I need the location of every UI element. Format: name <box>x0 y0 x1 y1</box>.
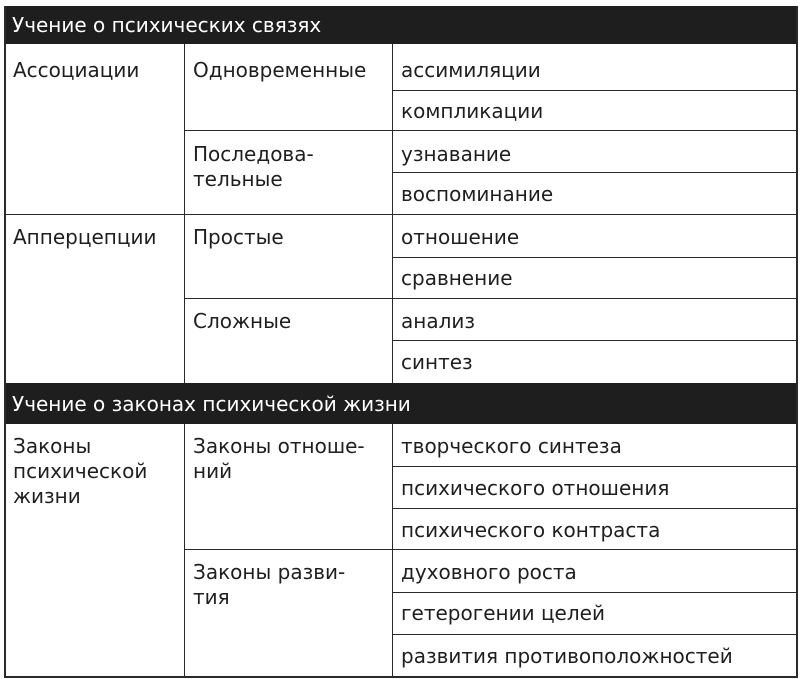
item-cell: воспоминание <box>401 182 554 206</box>
item-cell: компликации <box>401 99 544 123</box>
section-header <box>4 383 798 424</box>
item-cell: узнавание <box>401 142 512 166</box>
subgroup-label: Одновременные <box>193 58 367 82</box>
section-header <box>4 6 798 44</box>
row-divider <box>392 466 796 467</box>
item-cell: ассимиляции <box>401 58 541 82</box>
row-divider <box>184 298 796 299</box>
row-divider <box>392 257 796 258</box>
subgroup-label: Законы отноше- ний <box>193 434 365 483</box>
column-divider <box>184 424 185 678</box>
table-border-right <box>796 6 798 678</box>
group-label: Ассоциации <box>13 58 140 82</box>
section-title: Учение о психических связях <box>12 13 322 37</box>
subgroup-label: Последова- тельные <box>193 142 314 191</box>
section-title: Учение о законах психической жизни <box>12 391 411 416</box>
subgroup-label: Законы разви- тия <box>193 560 346 609</box>
row-divider <box>184 130 796 131</box>
row-divider <box>184 549 796 550</box>
item-cell: психического контраста <box>401 518 661 542</box>
item-cell: творческого синтеза <box>401 434 622 458</box>
item-cell: гетерогении целей <box>401 601 605 625</box>
group-label: Законы психической жизни <box>13 434 148 508</box>
item-cell: психического отношения <box>401 476 670 500</box>
item-cell: анализ <box>401 309 476 333</box>
table-border-left <box>4 6 6 678</box>
row-divider <box>392 508 796 509</box>
column-divider <box>392 424 393 678</box>
subgroup-label: Простые <box>193 225 284 249</box>
subgroup-label: Сложные <box>193 309 292 333</box>
row-divider <box>4 214 796 215</box>
row-divider <box>392 90 796 91</box>
row-divider <box>392 592 796 593</box>
item-cell: развития противоположностей <box>401 644 733 668</box>
item-cell: отношение <box>401 225 520 249</box>
item-cell: сравнение <box>401 266 513 290</box>
item-cell: синтез <box>401 350 473 374</box>
row-divider <box>392 340 796 341</box>
group-label: Апперцепции <box>13 225 157 249</box>
row-divider <box>392 634 796 635</box>
item-cell: духовного роста <box>401 560 577 584</box>
table-border-bottom <box>4 676 798 678</box>
row-divider <box>392 172 796 173</box>
